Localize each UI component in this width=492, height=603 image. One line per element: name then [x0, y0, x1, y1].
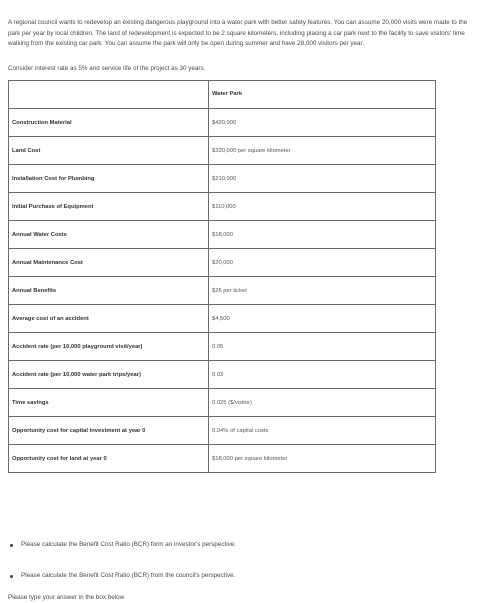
cost-table	[8, 80, 436, 473]
row-label: Annual Maintenance Cost	[9, 249, 209, 277]
answer-prompt: Please type your answer in the box below	[8, 594, 125, 601]
table-row	[9, 193, 436, 221]
bullet-icon	[10, 575, 13, 578]
task-item	[8, 540, 236, 571]
row-label: Opportunity cost for capital investment at year 0	[9, 417, 209, 445]
row-value: 0.03	[209, 361, 436, 389]
table-row	[9, 305, 436, 333]
task-text: Please calculate the Benefit Cost Ratio (BCR) from the council's perspective.	[21, 572, 236, 579]
table-row	[9, 277, 436, 305]
table-row	[9, 249, 436, 277]
row-value: $26 per ticket	[209, 277, 436, 305]
row-label: Land Cost	[9, 137, 209, 165]
row-label: Installation Cost for Plumbing	[9, 165, 209, 193]
row-value: $18,000	[209, 221, 436, 249]
row-value: $210,000	[209, 165, 436, 193]
table-header-blank-cell	[9, 81, 209, 109]
row-label: Accident rate (per 10,000 water park trips/year)	[9, 361, 209, 389]
question-intro: A regional council wants to redevelop an existing dangerous playground into a water park with better safety features. You can assume 20,000 visits were made to the park per year by local children. The land of redevelopment is expected to be 2 square kilometers, including placing a car park next to the facility to save visitors' time walking from the existing car park. You can assume the park will only be open during summer and have 28,000 visitors per year.	[8, 19, 468, 47]
table-row	[9, 417, 436, 445]
row-value: $110,000	[209, 193, 436, 221]
row-label: Accident rate (per 10,000 playground visit/year)	[9, 333, 209, 361]
row-value: $320,000 per square kilometer	[209, 137, 436, 165]
interest-rate-note: Consider interest rate as 5% and service life of the project as 30 years.	[8, 65, 206, 72]
row-value: 0.04% of capital costs	[209, 417, 436, 445]
row-label: Average cost of an accident	[9, 305, 209, 333]
table-row	[9, 389, 436, 417]
table-row	[9, 221, 436, 249]
row-value: $20,000	[209, 249, 436, 277]
row-label: Construction Material	[9, 109, 209, 137]
table-header-water-park: Water Park	[209, 81, 436, 109]
task-text: Please calculate the Benefit Cost Ratio (BCR) form an investor's perspective.	[21, 541, 237, 548]
table-row	[9, 109, 436, 137]
row-label: Annual Benefits	[9, 277, 209, 305]
row-label: Time savings	[9, 389, 209, 417]
row-value: 0.05	[209, 333, 436, 361]
table-row	[9, 137, 436, 165]
row-value: $4,500	[209, 305, 436, 333]
row-value: 0.025 ($/visitor)	[209, 389, 436, 417]
bullet-icon	[10, 544, 13, 547]
table-row	[9, 165, 436, 193]
table-row	[9, 361, 436, 389]
table-header-row	[9, 81, 436, 109]
table-row	[9, 333, 436, 361]
row-label: Annual Water Costs	[9, 221, 209, 249]
table-row	[9, 445, 436, 473]
row-value: $18,000 per square kilometer	[209, 445, 436, 473]
row-label: Initial Purchase of Equipment	[9, 193, 209, 221]
row-value: $420,000	[209, 109, 436, 137]
row-label: Opportunity cost for land at year 0	[9, 445, 209, 473]
